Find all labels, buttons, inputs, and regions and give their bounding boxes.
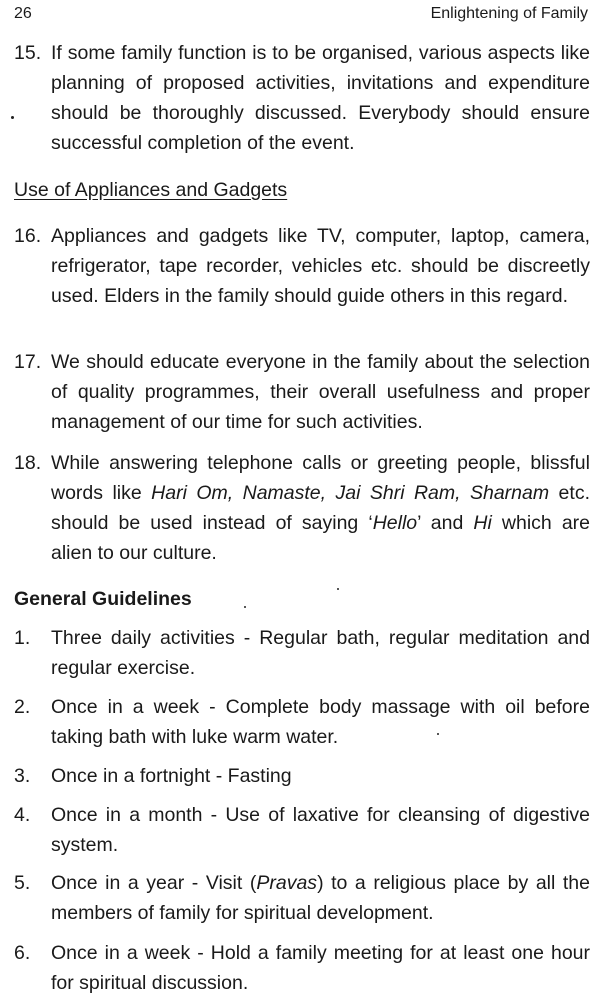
item-number: 18. (14, 452, 42, 474)
pravas-word: Pravas (256, 872, 318, 894)
hello-word: Hello (372, 512, 418, 534)
scan-speck (337, 588, 339, 590)
item-text: Once in a month - Use of laxative for cleansing of digestive system. (51, 804, 590, 856)
greeting-words: Hari Om, Namaste, Jai Shri Ram, Sharnam (151, 482, 550, 504)
page-header (14, 5, 588, 27)
item-text-part: Once in a year - Visit ( (51, 872, 257, 894)
item-text: Once in a fortnight - Fasting (51, 765, 292, 787)
list-item-15 (14, 38, 590, 158)
item-text: If some family function is to be organised, various aspects like planning of proposed activities, invitations and expenditure should be thoroughly discussed. Everybody should ensure successful completion of the event. (51, 42, 590, 154)
guideline-item-6 (14, 938, 590, 998)
item-text: Once in a week - Complete body massage with oil before taking bath with luke warm water. (51, 696, 590, 748)
item-number: 2. (14, 696, 31, 718)
section-heading-appliances: Use of Appliances and Gadgets (14, 179, 288, 201)
item-text (14, 448, 590, 568)
item-text-part: etc. should be used instead of saying ‘ (51, 482, 590, 534)
guideline-item-5 (14, 868, 590, 928)
scan-speck (11, 116, 14, 119)
guideline-item-4 (14, 800, 590, 860)
scan-speck (437, 733, 439, 735)
hi-word: Hi (473, 512, 492, 534)
section-heading-general-guidelines: General Guidelines (14, 588, 192, 610)
item-text: Appliances and gadgets like TV, computer, laptop, camera, refrigerator, tape recorder, vehicles etc. should be discreetly used. Elders in the family should guide others in this regard. (51, 225, 590, 307)
item-number: 15. (14, 42, 42, 64)
item-number: 16. (14, 225, 42, 247)
item-text: Once in a week - Hold a family meeting for at least one hour for spiritual discussion. (51, 942, 590, 994)
guideline-item-1 (14, 623, 590, 683)
item-text: Three daily activities - Regular bath, regular meditation and regular exercise. (51, 627, 590, 679)
running-title: Enlightening of Family (430, 5, 588, 22)
item-number: 4. (14, 804, 31, 826)
item-text-part: ) to a religious place by all the members of family for spiritual development. (51, 872, 590, 924)
item-number: 6. (14, 942, 31, 964)
item-text-part: which are alien to our culture. (51, 512, 590, 564)
guideline-item-2 (14, 692, 590, 752)
item-number: 1. (14, 627, 31, 649)
item-text-part: While answering telephone calls or greeting people, blissful words like (51, 452, 590, 504)
item-text (14, 868, 590, 928)
item-number: 3. (14, 765, 31, 787)
scan-speck (244, 606, 246, 608)
page-number: 26 (14, 5, 32, 22)
item-number: 17. (14, 351, 42, 373)
list-item-16 (14, 221, 590, 311)
item-text: We should educate everyone in the family about the selection of quality programmes, their overall usefulness and proper management of our time for such activities. (51, 351, 590, 433)
guideline-item-3 (14, 761, 590, 791)
list-item-18 (14, 448, 590, 568)
list-item-17 (14, 347, 590, 437)
item-number: 5. (14, 872, 31, 894)
item-text-part: ’ and (417, 512, 474, 534)
